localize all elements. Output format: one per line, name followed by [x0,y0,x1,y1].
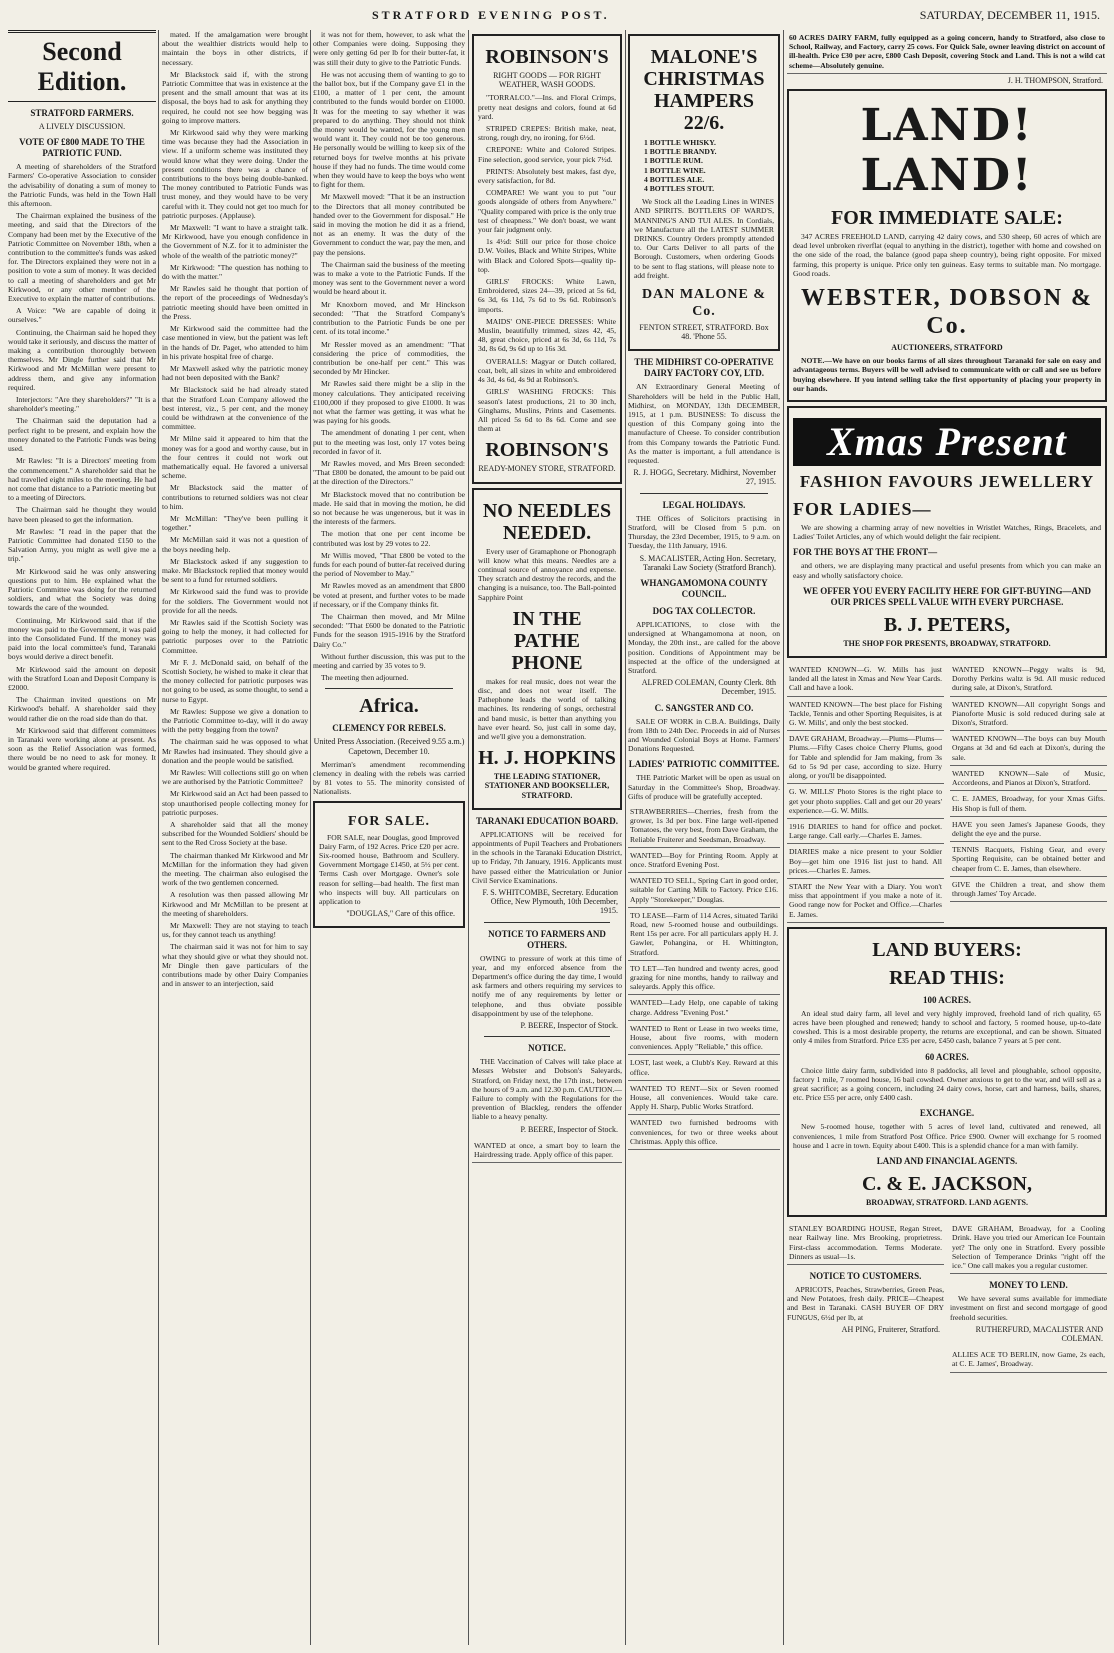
pathephone-ad [472,488,622,810]
hamper-item: 1 BOTTLE WHISKY. [644,138,716,147]
clemency-heading: CLEMENCY FOR REBELS. [332,723,446,734]
paragraph: Mr McMillan said it was not a question of the boys needing help. [162,535,308,554]
paragraph: Mr Blackstock moved that no contribution be made. He said that in moving the motion, he did so not because he was ungenerous, but it was in the interests of the farmers. [313,489,465,527]
paragraph: Mr Rawles: "I read in the paper that the Patriotic Committee had donated £150 to the Salvation Army, you might as well give me a trip." [8,526,156,564]
paragraph: Continuing, the Chairman said he hoped they would take it seriously, and discuss the matter of making a contribution thoroughly between themselves. Mr Dingle further said that Mr Kirkwood and Mr McMillan were present to address them, and give any information required. [8,327,156,392]
paragraph: The Chairman then moved, and Mr Milne seconded: "That £600 be donated to the Patriotic Funds for the season 1915-1916 by the Stratford Dairy Co." [313,611,465,649]
robinson-store: ROBINSON'S [485,439,609,462]
small-ad: TENNIS Racquets, Fishing Gear, and every Sporting Requisite, can be obtained better and cheaper from C. E. James, than elsewhere. [950,842,1107,877]
small-ad: HAVE you seen James's Japanese Goods, they delight the eye and the purse. [950,817,1107,842]
hamper-items [644,138,764,193]
money-heading: MONEY TO LEND. [989,1280,1068,1291]
paragraph: Mr Maxwell: They are not staying to teach us, for they cannot teach us anything! [162,921,308,940]
paragraph: The Chairman invited questions on Mr Kirkwood's behalf. A shareholder said they would rather die on the road side than do that. [8,695,156,723]
holidays-text: THE Offices of Solicitors practising in Stratford, will be Closed from 5 p.m. on Thursday, the 23rd December, 1915, to 9 a.m. on Tuesday, the 11th January, 1916. [628,513,780,551]
divider [484,922,610,923]
paragraph: Mr Rawles said there might be a slip in the money calculations. They anticipated receiving £100,000 if they proposed to give £1000. It was not what the farmer was getting, it was what he was paying for his goods. [313,379,465,426]
paragraph: The Chairman explained the business of the meeting, and said that the Directors of the Company had been met by the Executive of the Patriotic Committee on November 18th, when a contribution to the committee's funds was asked for. The Directors explained they were not in a position to vote a sum of money. It was decided to call a meeting of shareholders and get Mr Kirkwood, or any other member of the Executive to explain the matter of contributions. [8,211,156,304]
malone-address: FENTON STREET, STRATFORD. Box 48. 'Phone 55. [639,323,769,342]
for-sale-text: FOR SALE, near Douglas, good Improved Dairy Farm, of 192 Acres. Price £20 per acre. Six-roomed house, Bathroom and Scullery. Government Mortgage £1450, at 5½ per cent. Terms Cash over Mortgage. Owner's sole reason for selling—bad health. The first man who inspects will buy. All particulars on application to [319,832,459,907]
jackson-ad [787,927,1107,1217]
webster-sub: AUCTIONEERS, STRATFORD [891,343,1003,353]
robinson-item: COMPARE! We want you to put "our goods alongside of others from Anywhere." "Quality compared with price is the only true test of cheapness." We don't boast, we want your fair judgment only. [478,188,616,235]
money-text: We have several sums available for immediate investment on first and second mortgage of good freehold securities. [950,1294,1107,1322]
column-rule [310,30,311,1645]
sixty-text: Choice little dairy farm, subdivided into 8 paddocks, all level and ploughable, school opposite, factory 1 mile, 7 roomed house, 16 bail cowshed. Owner anxious to get to the war, and will sell as a great sacrifice; as a going concern, including 24 dairy cows, horse, cart and harness, bails, shares, etc. Price £55 per acre, only £400 cash. [793,1065,1101,1103]
graham-ad: DAVE GRAHAM, Broadway, for a Cooling Drink. Have you tried our American Ice Fountain yet? The only one in Stratford. Every possible Selection of Temperance Drinks "right off the ice." One call makes you a regular customer. [950,1221,1107,1274]
article-body-continued [162,30,308,989]
paragraph: The chairman said it was not for him to say what they should give or what they should not. Mr Dingle then gave particulars of the contributions made by other Dairy Companies and in answer to an interjection, said [162,942,308,989]
robinson-item: CREPONE: White and Colored Stripes. Fine selection, good service, your pick 7½d. [478,145,616,164]
masthead [12,8,1108,28]
small-ad: 1916 DIARIES to hand for office and pocket. Large range. Call early.—Charles E. James. [787,819,944,844]
small-ad: C. E. JAMES, Broadway, for your Xmas Gifts. His Shop is full of them. [950,791,1107,816]
small-ad: G. W. MILLS' Photo Stores is the right place to get your photo supplies. Call and get our 20 years' experience.—G. W. Mills. [787,784,944,819]
boarding-house-ad: STANLEY BOARDING HOUSE, Regan Street, near Railway line. Mrs Brooking, proprietress. First-class accommodation. Terms Moderate. Dinners as usual—1s. [787,1221,944,1265]
allies-ad: ALLIES ACE TO BERLIN, now Game, 2s each, at C. E. James', Broadway. [950,1347,1107,1372]
masthead-title: STRATFORD EVENING POST. [372,8,610,22]
small-ad: DAVE GRAHAM, Broadway.—Plums—Plums—Plums.—Fifty Cases choice Cherry Plums, good for Table and splendid for Jam making, from 3s 6d to 5s 9d per case, according to size. Hurry along, or you'll be disappointed. [787,731,944,784]
apricots-sign: AH PING, Fruiterer, Stratford. [841,1324,940,1334]
agents-heading: LAND AND FINANCIAL AGENTS. [876,1155,1018,1166]
small-ad: WANTED KNOWN—G. W. Mills has just landed all the latest in Xmas and New Year Cards. Call and have a look. [787,662,944,697]
paragraph: Mr Ressler moved as an amendment: "That considering the price of commodities, the contribution be one-half per cent." This was seconded by Mr Hincker. [313,339,465,377]
column-5 [628,30,780,1645]
column-2 [162,30,308,1645]
small-ad: WANTED TO RENT—Six or Seven roomed House, all conveniences. Would take care. Apply H. Sharp, Public Works Stratford. [628,1081,780,1116]
article-body-continued [313,30,465,682]
notice-heading: NOTICE. [528,1043,566,1054]
bottom-ads [787,1221,1107,1372]
small-ad: WANTED two furnished bedrooms with conveniences, for two or three weeks about Christmas. Apply this office. [628,1115,780,1150]
column-1 [8,30,156,1645]
small-ad: STRAWBERRIES—Cherries, fresh from the grower, 1s 3d per box. Fine large well-ripened Tomatoes, the very best, from Dave Graham, the Reliable Fruiterer and Seedsman, Broadway. [628,804,780,848]
paragraph: Mr Blackstock said if, with the strong Patriotic Committee that was in existence at the present and the small amount that was at its disposal, the boys had to ask for anything they required, he could not see how begging was going to improve matters. [162,69,308,125]
article-subheading-vote: VOTE OF £800 MADE TO THE PATRIOTIC FUND. [19,137,145,159]
paragraph: The Chairman said he thought they would have been pleased to get the information. [8,505,156,524]
education-text: APPLICATIONS will be received for appointments of Pupil Teachers and Probationers in the schools in the Taranaki Education District, up to Friday, 7th January, 1916. Applicants must have passed either the Matriculation or Junior Civil Service Examinations. [472,829,622,885]
column-4 [472,30,622,1645]
small-ad: WANTED KNOWN—The boys can buy Mouth Organs at 3d and 6d each at Dixon's, during the sale. [950,731,1107,766]
paragraph: Mr Rawles moved, and Mrs Breen seconded: "That £800 be donated, the amount to be paid out at the direction of the Directors." [313,458,465,487]
robinson-item: GIRLS' WASHING FROCKS: This season's latest productions, 21 to 30 inch, Ginghams, Muslins, Prints and Casements. All priced 5s 6d to 8s 6d. Come and see them at [478,387,616,434]
dogtax-heading: DOG TAX COLLECTOR. [652,605,756,616]
immediate-sale-text: 347 ACRES FREEHOLD LAND, carrying 42 dairy cows, and 530 sheep, 60 acres of which are dead level unbroken riverflat (equal to anything in the district), together with home and cowshed on the one side of the road, the balance (good papa sheep country), being right opposite. For mixed farming, this property is unique. Price only ten guineas. Easy terms to suitable man. No mortgage. Good roads. [793,232,1101,278]
jackson-sub: BROADWAY, STRATFORD. LAND AGENTS. [866,1197,1028,1207]
divider [325,688,453,689]
paragraph: Mr Rawles said he thought that portion of the report of the proceedings of Wednesday's patriotic meeting should have been omitted in the Press. [162,284,308,321]
bottom-ads-right [950,1221,1107,1372]
small-ads-grid [787,662,1107,923]
small-ad: LOST, last week, a Clubb's Key. Reward at this office. [628,1055,780,1080]
paragraph: Mr Kirkwood: "The question has nothing to do with the matter." [162,262,308,282]
holidays-heading: LEGAL HOLIDAYS. [662,499,746,510]
clemency-source: United Press Association. (Received 9.55 a.m.) Capetown, December 10. [313,737,465,756]
clemency-text: Merriman's amendment recommending clemency in dealing with the rebels was carried by 81 votes to 55. The minority consisted of Nationalists. [313,759,465,797]
midhirst-sign: R. J. HOGG, Secretary. Midhirst, November 27, 1915. [633,468,776,487]
ladies-committee-heading: LADIES' PATRIOTIC COMMITTEE. [628,759,780,770]
column-rule [783,30,784,1645]
paragraph: A shareholder said that all the money subscribed for the Wounded Soldiers' should be sent to the Red Cross Society at the base. [162,820,308,848]
dairy-farm-sign: J. H. THOMPSON, Stratford. [1007,75,1103,85]
hopkins-heading: H. J. HOPKINS [478,747,616,770]
small-ad: TO LET—Ten hundred and twenty acres, good grazing for nine months, handy to railway and saleyards. Apply this office. [628,961,780,996]
webster-dobson-ad [787,89,1107,402]
paragraph: Mr Kirkwood said the amount on deposit with the Stratford Loan and Deposit Company is £2000. [8,664,156,692]
small-ad: WANTED KNOWN—Peggy walts is 9d, Dorothy Perkins waltz is 9d. All music reduced during sale, at Dixon's, Stratford. [950,662,1107,697]
paragraph: Mr Rawles: Will collections still go on when we are authorised by the Patriotic Committee? [162,768,308,787]
small-ads-right [950,662,1107,923]
paragraph: Interjectors: "Are they shareholders?" "It is a shareholder's meeting." [8,395,156,414]
robinson-ad [472,34,622,484]
robinson-item: 1s 4½d: Still our price for those choice D.W. Voiles, Black and White Stripes, White with Black and Colored Spots—quality tip-top. [478,237,616,274]
for-sale-heading: FOR SALE. [347,813,431,829]
paragraph: Mr Maxwell asked why the patriotic money had not been deposited with the Bank? [162,363,308,383]
for-ladies-text: We are showing a charming array of new novelties in Wristlet Watches, Rings, Bracelets, and Ladies' Toilet Articles, any of which would delight the fair recipient. [793,523,1101,542]
robinson-item: STRIPED CREPES: British make, neat, strong, rough dry, no ironing, for 6½d. [478,124,616,143]
small-ad: TO LEASE—Farm of 114 Acres, situated Tariki Road, new 5-roomed house and outbuildings. Rent 15s per acre. For all particulars apply H. J. Gawler, Pohangina, or H. Whittington, Stratford. [628,908,780,961]
hopkins-sub: THE LEADING STATIONER, STATIONER AND BOOKSELLER, STRATFORD. [484,772,610,800]
robinson-items [478,93,616,433]
hamper-item: 1 BOTTLE RUM. [644,156,703,166]
small-ad: WANTED TO SELL, Spring Cart in good order, suitable for Carting Milk to Factory. Price £16. Apply "Storekeeper," Douglas. [628,873,780,908]
sangster-heading: C. SANGSTER AND CO. [654,702,754,713]
dogtax-sign: ALFRED COLEMAN, County Clerk. 8th December, 1915. [641,678,776,697]
paragraph: Mr Kirkwood said he was only answering questions put to him. He explained what the Patriotic Committee was doing for the returned soldiers, and what the Society was doing towards the care of the wounded. [8,566,156,613]
paragraph: mated. If the amalgamation were brought about the wealthier districts would help to maintain the boys in other districts, if necessary. [162,30,308,67]
xmas-present-heading: Xmas Present [793,418,1101,466]
small-ad: WANTED—Lady Help, one capable of taking charge. Address "Evening Post." [628,995,780,1020]
robinson-heading: ROBINSON'S [485,46,609,68]
money-sign: RUTHERFURD, MACALISTER AND COLEMAN. [975,1324,1103,1343]
malone-company: DAN MALONE & Co. [642,287,766,320]
needles-heading: NO NEEDLES NEEDED. [482,499,612,544]
divider [484,1036,610,1037]
paragraph: The meeting then adjourned. [321,673,409,683]
paragraph: Without further discussion, this was put to the meeting and carried by 35 votes to 9. [313,651,465,670]
holidays-sign: S. MACALISTER, Acting Hon. Secretary, Taranaki Law Society (Stratford Branch). [639,553,776,572]
paragraph: The amendment of donating 1 per cent, when put to the meeting was lost, only 17 votes being recorded in favor of it. [313,428,465,456]
dogtax-text: APPLICATIONS, to close with the undersigned at Whangamomona at noon, on Monday, the 20th inst., are called for the above position. Conditions of Appointment may be inspected at the office of the undersigned at Stratford. [628,619,780,675]
masthead-date: SATURDAY, DECEMBER 11, 1915. [919,8,1100,22]
robinson-item: MAIDS' ONE-PIECE DRESSES: White Muslin, beautifully trimmed, sizes 42, 45, 48, great choice, priced at 6s 3d, 6s 11d, 7s 3d, 8s 6d, 9s 6d up to 16s 3d. [478,316,616,354]
divider [640,493,768,494]
paragraph: The Chairman said the deputation had a perfect right to be present, and explain how the money donated to the Patriotic Funds was being used. [8,416,156,454]
read-this-heading: READ THIS: [889,966,1005,989]
pathe-heading: IN THE PATHE PHONE [511,607,583,674]
small-ads [628,804,780,1150]
paragraph: Mr Rawles: Suppose we give a donation to the Patriotic Committee to-day, will it do away with the petty begging from the town? [162,706,308,735]
edition-title: Second Edition. [8,30,156,102]
exchange-heading: EXCHANGE. [919,1108,975,1119]
apricots-text: APRICOTS, Peaches, Strawberries, Green Peas, and New Potatoes, fresh daily. PRICE—Cheapest and Best in Taranaki. CASH BUYER OF DRY FUNGUS, 6½d per lb, at [787,1284,944,1322]
paragraph: Mr Blackstock said he had already stated that the Stratford Loan Company allowed the best interest, viz., 5 per cent, and the money could be withdrawn at the convenience of the committee. [162,385,308,432]
paragraph: Mr Rawles: "It is a Directors' meeting from the commencement." A shareholder said that he had travelled eight miles to the meeting. He had not come that distance to a Patriotic meeting but to a meeting of Directors. [8,456,156,503]
paragraph: Mr Knoxborn moved, and Mr Hinckson seconded: "That the Stratford Company's contribution to the Patriotic Funds be one per cent. of its total income." [313,299,465,337]
exchange-text: New 5-roomed house, together with 5 acres of level land, cultivated and renewed, all conveniences, 1 mile from Stratford Post Office. Price £900. Owner will exchange for 5 roomed house and 1 acre in town. Equity about £400. This is a splendid chance for a man with family. [793,1122,1101,1150]
land-buyers-heading: LAND BUYERS: [872,938,1022,961]
small-ad: WANTED KNOWN—All copyright Songs and Pianoforte Music is sold reduced during sale at Dixon's, Stratford. [950,697,1107,732]
peters-heading: B. J. PETERS, [883,613,1011,636]
notice-sign: P. BEERE, Inspector of Stock. [520,1124,618,1134]
paragraph: A Voice: "We are capable of doing it ourselves." [8,306,156,325]
hamper-item: 4 BOTTLES ALE. [644,174,705,184]
paragraph: Mr Rawles said if the Scottish Society was going to help the money, it had collected for patriotic purposes over to the Patriotic Committee. [162,617,308,655]
hamper-item: 1 BOTTLE BRANDY. [644,147,717,157]
paragraph: Mr Milne said it appeared to him that the money was for a good and worthy cause, but in the four centres it could not work out mathematically equal. He favored a universal scheme. [162,434,308,481]
africa-heading: Africa. [359,695,419,718]
paragraph: Mr Blackstock asked if any suggestion to make. Mr Blackstock replied that money would be sent to a fund for returned soldiers. [162,556,308,585]
midhirst-heading: THE MIDHIRST CO-OPERATIVE DAIRY FACTORY COY, LTD. [634,357,774,379]
paragraph: The chairman said he was opposed to what Mr Rawles had insinuated. They should give a donation and the people would be satisfied. [162,737,308,765]
needles-text: Every user of Gramaphone or Phonograph will know what this means. Needles are a continual source of annoyance and expense. They scratch and destroy the records, and the changing is a nuisance, too. The Ball-pointed Sapphire Point [478,546,616,602]
hamper-item: 1 BOTTLE WINE. [644,165,706,175]
article-body [8,162,156,772]
small-ad: WANTED—Boy for Printing Room. Apply at once. Stratford Evening Post. [628,848,780,873]
jackson-heading: C. & E. JACKSON, [861,1172,1032,1195]
column-rule [468,30,469,1645]
bottom-ads-left [787,1221,944,1372]
boys-heading: FOR THE BOYS AT THE FRONT— [793,547,938,558]
paragraph: Mr F. J. McDonald said, on behalf of the Scottish Society, he wished to make it clear that the money collected for patriotic purposes was not going to be used, as some thought, to send a nurse to Egypt. [162,657,308,704]
for-ladies-heading: FOR LADIES— [793,499,932,520]
midhirst-text: AN Extraordinary General Meeting of Shareholders will be held in the Public Hall, Midhirst, on MONDAY, 13th DECEMBER, 1915, at 1 p.m. BUSINESS: To discuss the question of this Company going into the manufacture of Cheese. To consider contribution from this Company towards the Patriotic Fund. As the matter is important, a full attendance is requested. [628,382,780,466]
fashion-heading: FASHION FAVOURS JEWELLERY [799,472,1095,492]
column-6 [787,30,1107,1645]
paragraph: The Chairman said the business of the meeting was to make a vote to the Patriotic Funds. If the money was sent to the Government never a word would be heard about it. [313,259,465,297]
paragraph: He was not accusing them of wanting to go to the ballot box, but if the Company gave £1 in the £100, a matter of 1 per cent, the amount contributed to the funds would border on £1000. It was for the meeting to say whether it was prepared to do anything. They should not think the money would be wanted, for the young men would want it. They could not be too generous. He personally would be willing to keep six of the returned boys for twelve months at his private house if they had no funds. The time would come when they would have to keep the boys who went to fight for them. [313,69,465,190]
immediate-sale-heading: FOR IMMEDIATE SALE: [831,207,1063,230]
small-ad: WANTED to Rent or Lease in two weeks time, House, about five rooms, with modern conveniences. Apply "Reliable," this office. [628,1021,780,1056]
small-ad: GIVE the Children a treat, and show them through James' Toy Arcade. [950,877,1107,902]
column-rule [625,30,626,1645]
paragraph: Mr Kirkwood said that different committees in Taranaki were working alone at present. As soon as the Relief Association was formed, there would be no need to ask for money. It would be granted where required. [8,725,156,772]
article-subheading: A LIVELY DISCUSSION. [38,122,126,131]
pathe-text: makes for real music, does not wear the disc, and does not wear itself. The Pathephone leads the world of talking machines. Its rendering of songs, orchestral and band music, is better than anything you have ever heard. So, just call in some day, and we'll give you a demonstration. [478,676,616,741]
farmers-notice-heading: NOTICE TO FARMERS AND OTHERS. [488,928,606,950]
peters-sub: THE SHOP FOR PRESENTS, BROADWAY, STRATFORD. [843,638,1051,648]
paragraph: Mr Maxwell: "I want to have a straight talk. Mr Kirkwood, have you enough confidence in the Government of N.Z. for it to administer the whole of the wealth of the patriotic money?" [162,223,308,260]
farmers-notice-text: OWING to pressure of work at this time of year, and my enforced absence from the Department's office during the day time, I would ask farmers and others requiring my services to notify me of any requirements by letter or telephone, and thus obviate possible disappointment by use of the telephone. [472,953,622,1018]
notice-text: THE Vaccination of Calves will take place at Messrs Webster and Dobson's Saleyards, Stratford, on Friday next, the 17th inst., between the hours of 9 a.m. and 12.30 p.m. CAUTION.—Failure to comply with the Regulations for the prevention of Blackleg, renders the offender liable to a heavy penalty. [472,1057,622,1122]
webster-heading: WEBSTER, DOBSON & Co. [800,285,1094,340]
robinson-store-sub: READY-MONEY STORE, STRATFORD. [478,464,616,474]
acres-heading: 100 ACRES. [922,994,971,1005]
paragraph: Mr Blackstock said the matter of contributions to returned soldiers was not clear to him. [162,483,308,511]
paragraph: Mr Kirkwood said the fund was to provide for the soldiers. The Government would not provide for all the needs. [162,587,308,615]
small-ads-left [787,662,944,923]
webster-text: NOTE.—We have on our books farms of all sizes throughout Taranaki for sale on easy and advantageous terms. Buyers will be well advised to communicate with or call and see us before buying elsewhere. If you intend selling take the first opportunity of placing your property in our hands. [793,356,1101,393]
paragraph: Mr Willis moved, "That £800 be voted to the funds for each pound of butter-fat received during the period of November to May." [313,550,465,579]
paragraph: Mr McMillan: "They've been pulling it together." [162,513,308,533]
paragraph: Mr Rawles moved as an amendment that £800 be voted at present, and further votes to be made if necessary, or if the Company thinks fit. [313,581,465,609]
paragraph: A resolution was then passed allowing Mr Kirkwood and Mr McMillan to be present at the meeting of shareholders. [162,890,308,918]
offer-text: WE OFFER YOU EVERY FACILITY HERE FOR GIFT-BUYING—AND OUR PRICES SPELL VALUE WITH EVERY PURCHASE. [803,585,1091,607]
customers-heading: NOTICE TO CUSTOMERS. [809,1270,922,1281]
robinson-item: OVERALLS: Magyar or Dutch collared, coat, belt, all sizes in white and embroidered 4s 3d, 4s 6d, 4s 9d at Robinson's. [478,356,616,385]
boys-text: and others, we are displaying many practical and useful presents from which you can make an easy and wholly satisfactory choice. [793,561,1101,580]
small-ad: WANTED KNOWN—Sale of Music, Accordeons, and Pianos at Dixon's, Stratford. [950,766,1107,791]
for-sale-ad [313,801,465,929]
malone-text: We Stock all the Leading Lines in WINES AND SPIRITS. BOTTLERS OF WARD'S, MANNING'S AND TUI ALES. In Cordials, we Manufacture all the LATEST SUMMER DRINKS. Country Orders promptly attended to. Our Carts Deliver to all parts of the Borough. Customers, when ordering Goods to be sent to flag stations, will please note to add freight. [634,197,774,280]
paragraph: Continuing, Mr Kirkwood said that if the money was paid to the Government, it was paid into the Consolidated Fund. If the money was paid into the local committee's fund, Taranaki boys would derive a direct benefit. [8,615,156,662]
paragraph: A meeting of shareholders of the Stratford Farmers' Co-operative Association to consider the advisability of donating a sum of money to the Patriotic Funds, was held in the Town Hall this afternoon. [8,162,156,209]
whanga-heading: WHANGAMOMONA COUNTY COUNCIL. [640,577,768,599]
robinson-sub: RIGHT GOODS — FOR RIGHT WEATHER, WASH GOODS. [493,71,601,90]
education-heading: TARANAKI EDUCATION BOARD. [476,815,618,826]
column-3 [313,30,465,1645]
paragraph: The motion that one per cent income be contributed was lost by 29 votes to 22. [313,529,465,548]
small-ad: WANTED KNOWN—The best place for Fishing Tackle, Tennis and other Sporting Requisites, is at G. W. Mills', and only the best stocked. [787,697,944,732]
sixty-heading: 60 ACRES. [925,1051,969,1062]
small-ad: START the New Year with a Diary. You won't miss that appointment if you make a note of it. Good range now for Pocket and Office.—Charles E. James. [787,879,944,923]
for-sale-sign: "DOUGLAS," Care of this office. [346,909,455,919]
paragraph: The chairman thanked Mr Kirkwood and Mr McMillan for the information they had given the meeting. The chairman also eulogised the work of the two gentlemen concerned. [162,850,308,888]
column-rule [158,30,159,1645]
robinson-item: PRINTS: Absolutely best makes, fast dye, every satisfaction, for 8d. [478,166,616,186]
paragraph: Mr Kirkwood said why they were marking time was because they had the Association in view. If a uniform scheme was instituted they would know what they were doing. Under the present conditions there was a chance of contributions to the boys being double-banked. The money contributed to Patriotic Funds was trust money, and they would have to be very careful with it. They could not get too much for patriotic purposes. (Applause). [162,128,308,220]
wanted-boy-ad: WANTED at once, a smart boy to learn the Hairdressing trade. Apply office of this paper. [472,1138,622,1163]
farmers-notice-sign: P. BEERE, Inspector of Stock. [520,1021,618,1031]
sangster-text: SALE OF WORK in C.B.A. Buildings, Daily from 18th to 24th Dec. Proceeds in aid of Nurses and Wounded Colonial Boys at Home. Farmers' Donations Requested. [628,716,780,754]
malone-heading: MALONE'S CHRISTMAS HAMPERS 22/6. [643,46,765,134]
malone-ad [628,34,780,351]
dairy-farm-ad: 60 ACRES DAIRY FARM, fully equipped as a going concern, handy to Stratford, also close to School, Railway, and Factory, carry 25 cows. For Quick Sale, owner leaving district on account of ill-health. Price £30 per acre, £800 Cash Deposit, covering Stock and Land. This is not a wild cat scheme—Absolutely genuine. [787,30,1107,74]
paragraph: it was not for them, however, to ask what the other Companies were doing. Supposing they were only getting 6d per lb for their butter-fat, it was still their duty to give to the Patriotic Funds. [313,30,465,67]
education-sign: F. S. WHITCOMBE, Secretary. Education Office, New Plymouth, 10th December, 1915. [482,887,618,916]
robinson-item: "TORRALCO."—Ins. and Floral Crimps, pretty neat designs and colors, found at 6d yard. [478,93,616,121]
article-heading: STRATFORD FARMERS. [30,108,134,118]
hamper-item: 4 BOTTLES STOUT. [644,184,714,194]
paragraph: Mr Maxwell moved: "That it be an instruction to the Directors that all money contributed be handed over to the Government for disposal." He said in moving the motion he did it as a friend, not as an enemy. It was the duty of the Government to conduct the war, pay the men, and pay the pensions. [313,192,465,257]
land-heading: LAND! LAND! [860,100,1034,202]
peters-ad [787,406,1107,658]
ladies-committee-text: THE Patriotic Market will be open as usual on Saturday in the Committee's Shop, Broadway. Gifts of produce will be gratefully accepted. [628,773,780,801]
robinson-item: GIRLS' FROCKS: White Lawn, Embroidered, sizes 24—39, priced at 5s 6d, 6s 3d, 6s 11d, 7s 6d to 9s 6d. Robinson's imports. [478,277,616,314]
acres-text: An ideal stud dairy farm, all level and very highly improved, freehold land of rich quality, 65 acres have been ploughed and renewed; handy to school and factory, 5 roomed house, up-to-date cowshed. This is a most desirable property, the returns are exceptional, and can be shown. Situated only 4 miles from Stratford. Price £35 per acre, £450 cash, balance 7 years at 5 per cent. [793,1008,1101,1046]
paragraph: Mr Kirkwood said the committee had the case mentioned in view, but the patient was left in the hands of Dr. Paget, who attended to him in his private hospital free of charge. [162,324,308,361]
paragraph: Mr Kirkwood said an Act had been passed to stop unauthorised people collecting money for patriotic purposes. [162,789,308,817]
small-ad: DIARIES make a nice present to your Soldier Boy—get him one 1916 list just to hand. All prices.—Charles E. James. [787,844,944,879]
